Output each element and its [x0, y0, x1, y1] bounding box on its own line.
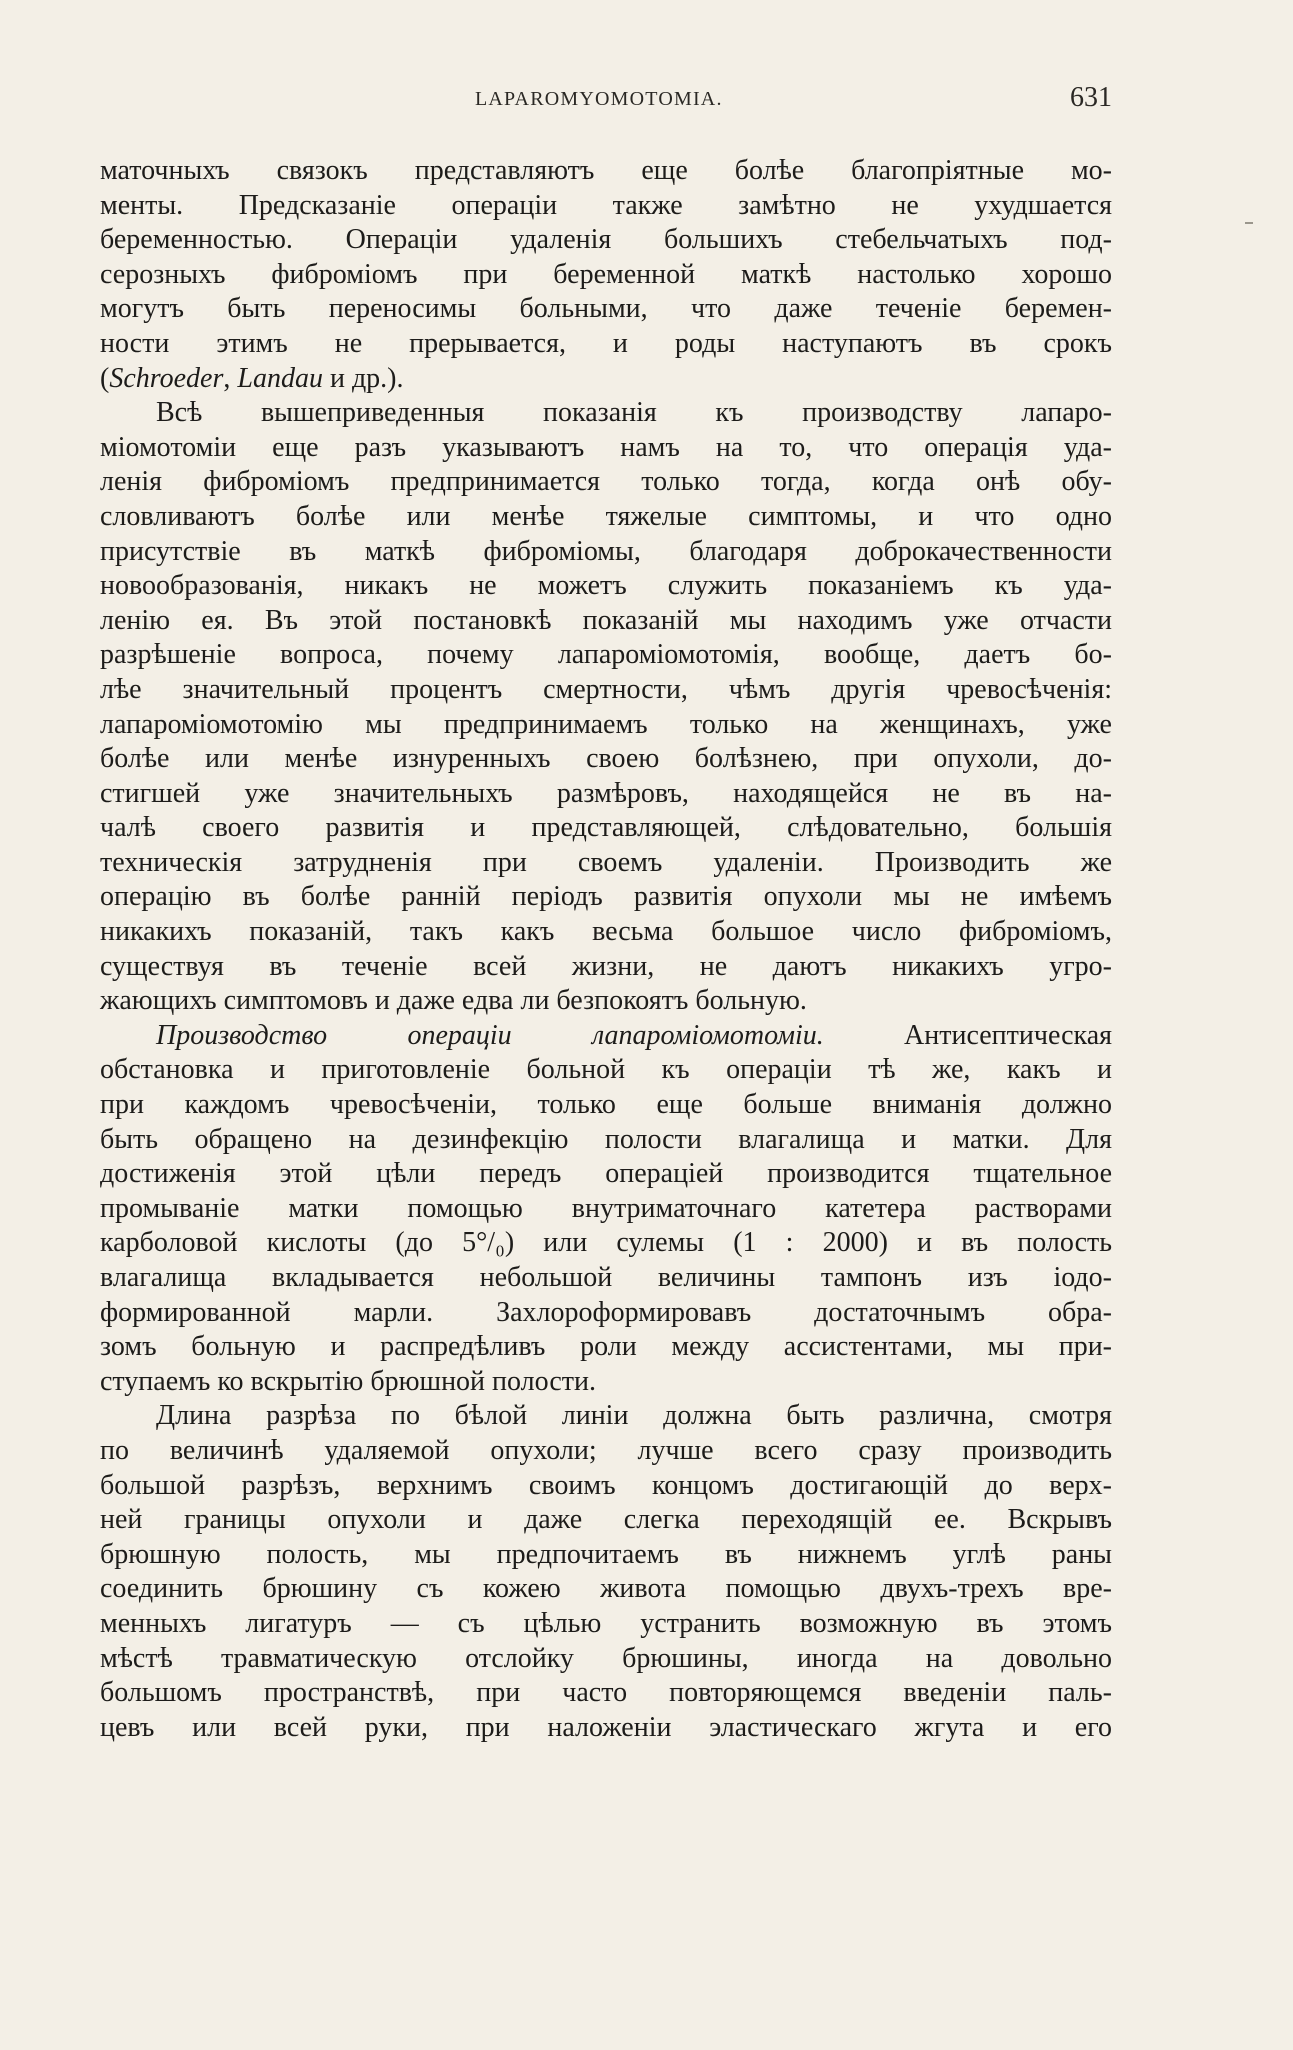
text-line: Всѣ вышеприведенныя показанія къ производству лапаро-: [156, 397, 1112, 429]
text-line: ности этимъ не прерывается, и роды наступаютъ въ срокъ: [100, 327, 1112, 359]
text-line: цевъ или всей руки, при наложеніи эластическаго жгута и его: [100, 1711, 1112, 1743]
text-line: могутъ быть переносимы больными, что даже теченіе беремен-: [100, 293, 1112, 325]
text-line: стигшей уже значительныхъ размѣровъ, находящейся не въ на-: [100, 777, 1112, 809]
text-line: формированной марли. Захлороформировавъ достаточнымъ обра-: [100, 1296, 1112, 1328]
margin-mark: [1245, 222, 1253, 224]
italic-span: Schroeder: [109, 362, 224, 394]
text-line: лапароміомотомію мы предпринимаемъ только на женщинахъ, уже: [100, 708, 1112, 740]
text-line: операцію въ болѣе ранній періодъ развитія опухоли мы не имѣемъ: [100, 881, 1112, 913]
text-line: міомотоміи еще разъ указываютъ намъ на то, что операція уда-: [100, 431, 1112, 463]
text-line: брюшную полость, мы предпочитаемъ въ нижнемъ углѣ раны: [100, 1538, 1112, 1570]
text-line: болѣе или менѣе изнуренныхъ своею болѣзнею, при опухоли, до-: [100, 743, 1112, 775]
italic-span: Производство операціи лапароміомотоміи.: [156, 1019, 824, 1051]
text-line: присутствіе въ маткѣ фиброміомы, благодаря доброкачественности: [100, 535, 1112, 567]
text-line: [100, 362, 1112, 397]
text-line: мѣстѣ травматическую отслойку брюшины, иногда на довольно: [100, 1642, 1112, 1674]
text-line: ступаемъ ко вскрытію брюшной полости.: [100, 1365, 596, 1397]
text-line: никакихъ показаній, такъ какъ весьма большое число фиброміомъ,: [100, 916, 1112, 948]
text-span: и др.).: [322, 362, 404, 394]
text-line: беременностью. Операціи удаленія большихъ стебельчатыхъ под-: [100, 224, 1112, 256]
text-line: по величинѣ удаляемой опухоли; лучше всего сразу производить: [100, 1434, 1112, 1466]
text-line: большой разрѣзъ, верхнимъ своимъ концомъ достигающій до верх-: [100, 1469, 1112, 1501]
text-line: Длина разрѣза по бѣлой линіи должна быть различна, смотря: [156, 1400, 1112, 1432]
running-title: LAPAROMYOMOTOMIA.: [475, 88, 723, 110]
text-line: ней границы опухоли и даже слегка переходящій ее. Вскрывъ: [100, 1504, 1112, 1536]
text-line: быть обращено на дезинфекцію полости влагалища и матки. Для: [100, 1123, 1112, 1155]
text-line: влагалища вкладывается небольшой величины тампонъ изъ іодо-: [100, 1262, 1112, 1293]
text-line: обстановка и приготовленіе больной къ операціи тѣ же, какъ и: [100, 1054, 1112, 1086]
text-line: менты. Предсказаніе операціи также замѣтно не ухудшается: [100, 189, 1112, 221]
text-line: серозныхъ фиброміомъ при беременной маткѣ настолько хорошо: [100, 258, 1112, 290]
text-line: [100, 1019, 1112, 1054]
page-header: [100, 82, 1112, 122]
text-line: существуя въ теченіе всей жизни, не даютъ никакихъ угро-: [100, 950, 1112, 982]
text-line: ленія фиброміомъ предпринимается только тогда, когда онѣ обу-: [100, 466, 1112, 498]
text-line: словливаютъ болѣе или менѣе тяжелые симптомы, и что одно: [100, 500, 1112, 532]
text-span: ,: [223, 362, 238, 394]
text-line: при каждомъ чревосѣченіи, только еще больше вниманія должно: [100, 1089, 1112, 1121]
text-line: чалѣ своего развитія и представляющей, слѣдовательно, большія: [100, 812, 1112, 844]
text-line: новообразованія, никакъ не можетъ служить показаніемъ къ уда-: [100, 570, 1112, 602]
text-span: Антисептическая: [823, 1019, 1112, 1051]
text-line: жающихъ симптомовъ и даже едва ли безпокоятъ больную.: [100, 985, 807, 1017]
text-line: зомъ больную и распредѣливъ роли между ассистентами, мы при-: [100, 1331, 1112, 1363]
text-line: промываніе матки помощью внутриматочнаго катетера растворами: [100, 1192, 1112, 1224]
text-line: маточныхъ связокъ представляютъ еще болѣе благопріятные мо-: [100, 155, 1112, 186]
text-line: лѣе значительный процентъ смертности, чѣмъ другія чревосѣченія:: [100, 673, 1112, 705]
text-line: большомъ пространствѣ, при часто повторяющемся введеніи паль-: [100, 1677, 1112, 1709]
text-line: разрѣшеніе вопроса, почему лапароміомотомія, вообще, даетъ бо-: [100, 639, 1112, 671]
text-line: ленію ея. Въ этой постановкѣ показаній мы находимъ уже отчасти: [100, 604, 1112, 636]
text-line: менныхъ лигатуръ — съ цѣлью устранить возможную въ этомъ: [100, 1607, 1112, 1639]
text-line: техническія затрудненія при своемъ удаленіи. Производить же: [100, 846, 1112, 878]
text-line: карболовой кислоты (до 5°/₀) или сулемы (1 : 2000) и въ полость: [100, 1227, 1112, 1259]
text-line: соединить брюшину съ кожею живота помощью двухъ-трехъ вре-: [100, 1573, 1112, 1605]
text-span: (: [100, 362, 110, 394]
italic-span: Landau: [237, 362, 323, 394]
text-line: достиженія этой цѣли передъ операціей производится тщательное: [100, 1158, 1112, 1190]
body-text: [100, 154, 1112, 1745]
page-number: 631: [1070, 82, 1112, 113]
